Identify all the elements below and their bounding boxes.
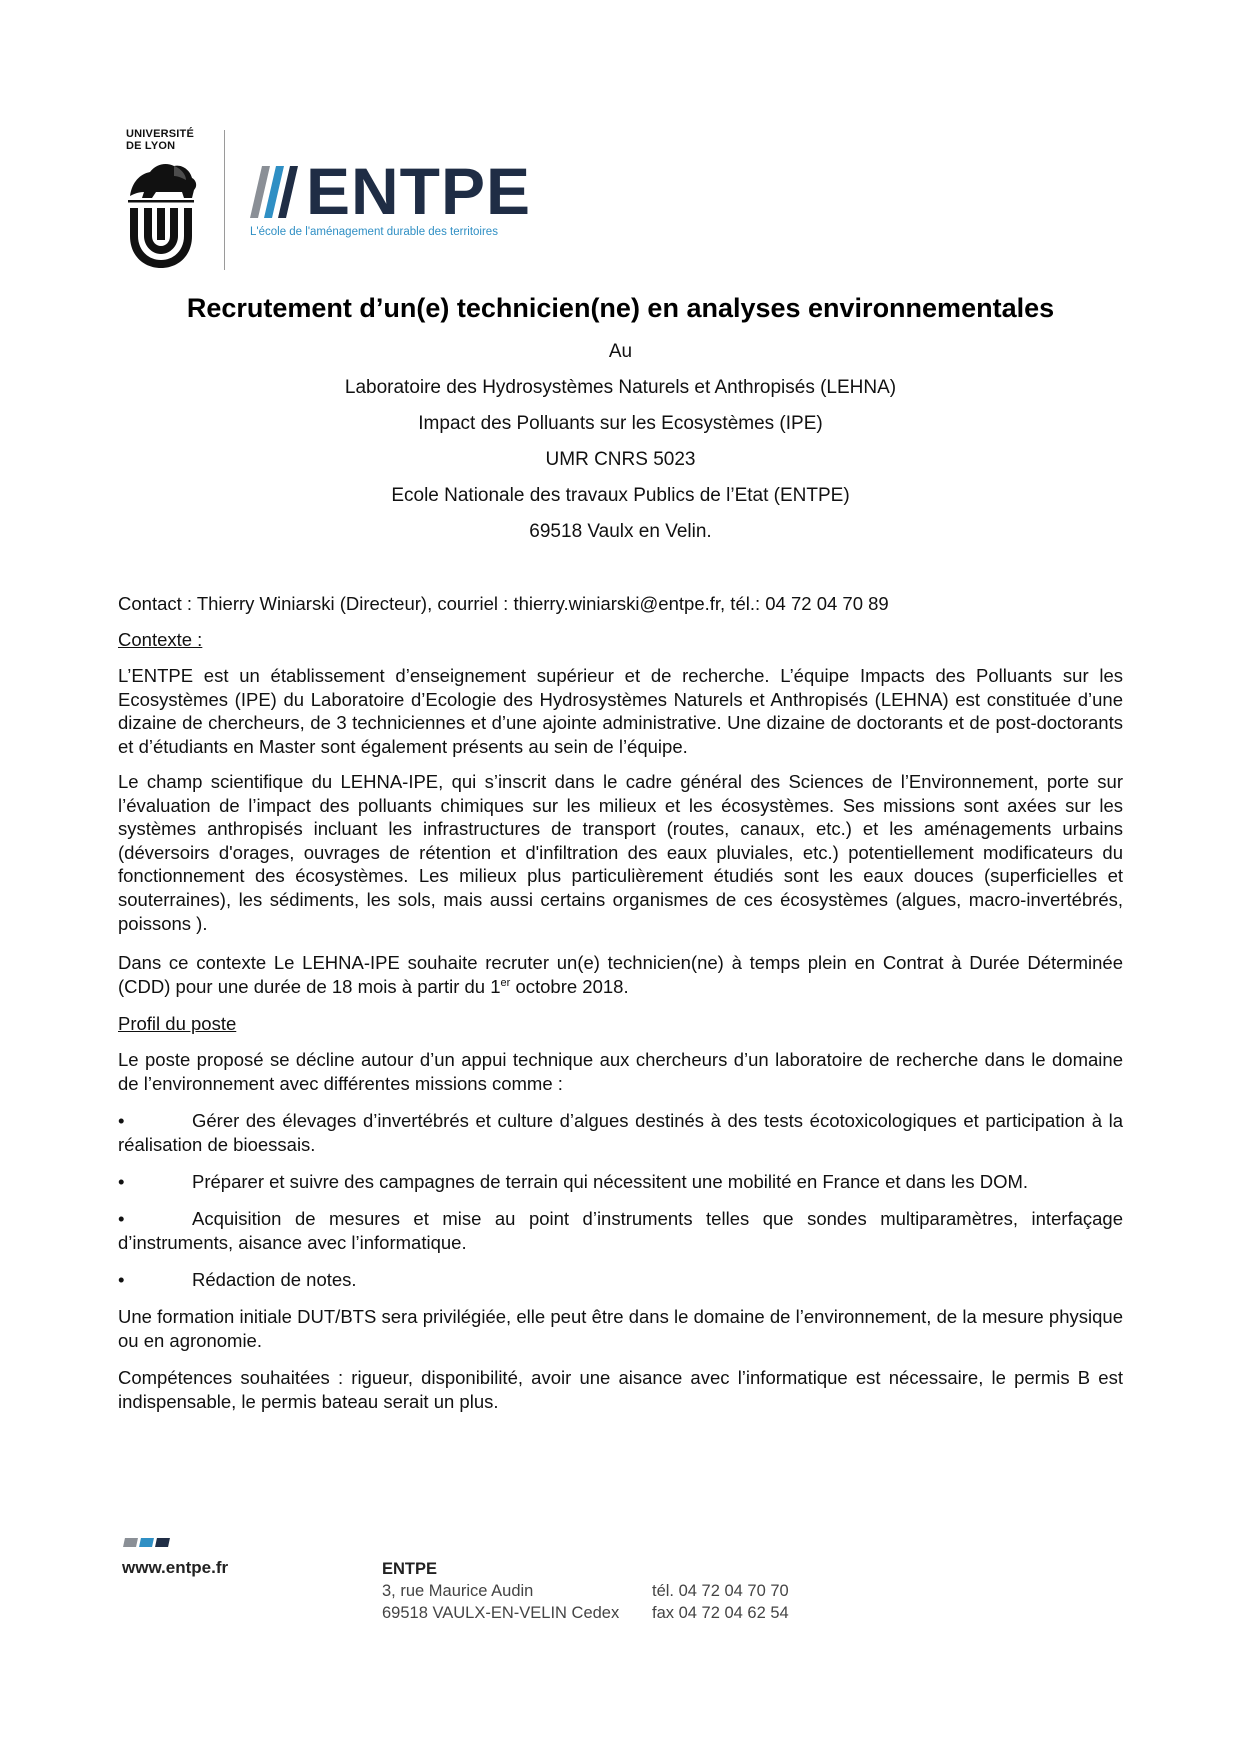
list-item-text: Préparer et suivre des campagnes de terrain qui nécessitent une mobilité en France et dans les DOM. xyxy=(192,1171,1029,1192)
list-item xyxy=(118,1207,1123,1254)
subtitle-line-4: UMR CNRS 5023 xyxy=(545,449,696,470)
contexte-p3-text: Dans ce contexte Le LEHNA-IPE souhaite recruter un(e) technicien(ne) à temps plein en Contrat à Durée Déterminée (CDD) pour une durée de 18 mois à partir du 1 xyxy=(118,952,1123,997)
profil-heading: Profil du poste xyxy=(118,1013,237,1034)
contexte-paragraph-1: L’ENTPE est un établissement d’enseignement supérieur et de recherche. L’équipe Impacts des Polluants sur les Ecosystèmes (IPE) du Laboratoire d’Ecologie des Hydrosystèmes Naturels et Anthropisés (LEHNA) est constituée d’une dizaine de chercheurs, de 3 techniciennes et d’une ajointe administrative. Une dizaine de doctorants et de post-doctorants et d’étudiants en Master sont également présents au sein de l’équipe. xyxy=(118,665,1123,757)
entpe-logo xyxy=(250,154,532,238)
subtitle-line-3: Impact des Polluants sur les Ecosystèmes (IPE) xyxy=(418,413,823,434)
univ-line2: DE LYON xyxy=(126,140,176,152)
document-title: Recrutement d’un(e) technicien(ne) en analyses environnementales xyxy=(186,293,1055,323)
entpe-tagline: L'école de l'aménagement durable des territoires xyxy=(250,226,498,238)
footer-fax: fax 04 72 04 62 54 xyxy=(652,1604,789,1622)
universite-de-lyon-logo xyxy=(126,128,206,273)
footer-address-line2: 69518 VAULX-EN-VELIN Cedex xyxy=(382,1604,620,1622)
subtitle-line-5: Ecole Nationale des travaux Publics de l’Etat (ENTPE) xyxy=(391,485,850,506)
profil-intro: Le poste proposé se décline autour d’un appui technique aux chercheurs d’un laboratoire de recherche dans le domaine de l’environnement avec différentes missions comme : xyxy=(118,1049,1123,1094)
list-item xyxy=(118,1109,1123,1156)
bullet-icon: • xyxy=(118,1171,125,1192)
universite-de-lyon-wordmark xyxy=(126,128,194,152)
subtitle-line-6: 69518 Vaulx en Velin. xyxy=(529,521,712,542)
entpe-wordmark: ENTPE xyxy=(306,154,532,228)
univ-line1: UNIVERSITÉ xyxy=(126,128,195,140)
formation-paragraph: Une formation initiale DUT/BTS sera privilégiée, elle peut être dans le domaine de l’environnement, de la mesure physique ou en agronomie. xyxy=(118,1306,1123,1351)
contexte-p3-sup: er xyxy=(500,976,511,989)
bullet-icon: • xyxy=(118,1269,125,1290)
subtitle-line-2: Laboratoire des Hydrosystèmes Naturels et Anthropisés (LEHNA) xyxy=(344,377,897,398)
footer-address-line1: 3, rue Maurice Audin xyxy=(382,1582,534,1600)
list-item xyxy=(118,1170,1123,1194)
footer-phone xyxy=(652,1580,789,1624)
contexte-p3-end: octobre 2018. xyxy=(510,975,629,997)
contexte-paragraph-2: Le champ scientifique du LEHNA-IPE, qui s’inscrit dans le cadre général des Sciences de l’Environnement, porte sur l’évaluation de l’impact des polluants chimiques sur les milieux et les écosystèmes. Ses missions sont axées sur les systèmes anthropisés incluant les infrastructures de transport (routes, canaux, etc.) et les aménagements urbains (déversoirs d'orages, ouvrages de rétention et d'infiltration des eaux pluviales, etc.) potentiellement modificateurs du fonctionnement des écosystèmes. Les milieux plus particulièrement étudiés sont les eaux douces (superficielles et souterraines), les sédiments, les sols, mais aussi certains organismes de ces écosystèmes (algues, macro-invertébrés, poissons ). xyxy=(118,771,1123,934)
list-item xyxy=(118,1268,1123,1292)
bullet-icon: • xyxy=(118,1208,125,1229)
subtitle-line-1: Au xyxy=(608,341,633,362)
competences-paragraph: Compétences souhaitées : rigueur, disponibilité, avoir une aisance avec l’informatique est nécessaire, le permis B est indispensable, le permis bateau serait un plus. xyxy=(118,1367,1123,1412)
list-item-text: Rédaction de notes. xyxy=(192,1269,357,1290)
contexte-heading: Contexte : xyxy=(118,629,203,650)
lion-emblem-icon xyxy=(126,152,200,272)
footer-address xyxy=(382,1558,619,1624)
list-item-text: Gérer des élevages d’invertébrés et culture d’algues destinés à des tests écotoxicologiques et participation à la réalisation de bioessais. xyxy=(118,1110,1123,1155)
bullet-icon: • xyxy=(118,1110,125,1131)
entpe-slashes-icon xyxy=(250,166,314,218)
contact-line: Contact : Thierry Winiarski (Directeur), courriel : thierry.winiarski@entpe.fr, tél.: 04 72 04 70 89 xyxy=(118,593,889,614)
footer-tel: tél. 04 72 04 70 70 xyxy=(652,1582,789,1600)
contexte-paragraph-3 xyxy=(118,951,1123,998)
footer-org: ENTPE xyxy=(382,1560,438,1578)
footer-squares-icon xyxy=(124,1534,172,1552)
logo-divider xyxy=(224,130,225,270)
list-item-text: Acquisition de mesures et mise au point d’instruments telles que sondes multiparamètres, interfaçage d’instruments, aisance avec l’informatique. xyxy=(118,1208,1123,1253)
footer-website: www.entpe.fr xyxy=(122,1558,229,1577)
